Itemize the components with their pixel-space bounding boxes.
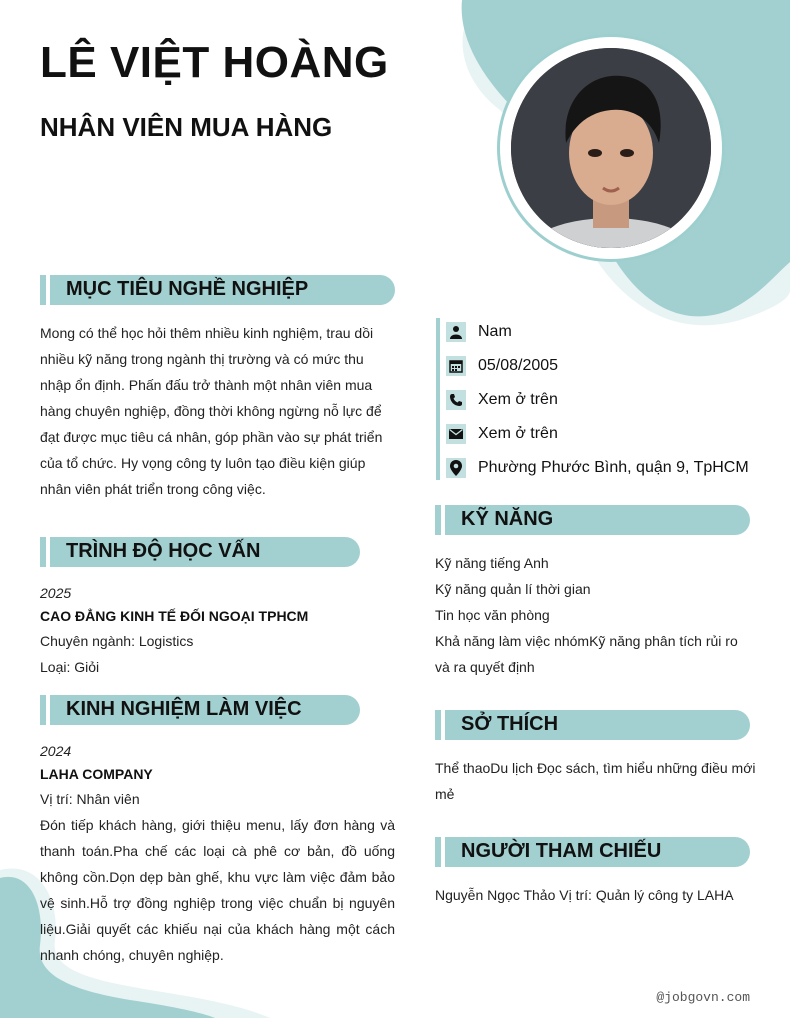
references-heading: NGƯỜI THAM CHIẾU (435, 837, 750, 867)
contact-phone: Xem ở trên (446, 387, 558, 413)
experience-heading: KINH NGHIỆM LÀM VIỆC (40, 695, 360, 725)
contact-address: Phường Phước Bình, quận 9, TpHCM (446, 455, 749, 481)
contact-gender: Nam (446, 319, 512, 345)
phone-icon (446, 390, 466, 410)
objective-heading: MỤC TIÊU NGHỀ NGHIỆP (40, 275, 395, 305)
profile-photo (511, 48, 711, 248)
contact-info (436, 318, 770, 480)
education-heading: TRÌNH ĐỘ HỌC VẤN (40, 537, 360, 567)
education-year: 2025 (40, 585, 72, 601)
experience-position: Vị trí: Nhân viên (40, 791, 140, 807)
skill-item: Kỹ năng quản lí thời gian (435, 581, 591, 597)
hobbies-heading: SỞ THÍCH (435, 710, 750, 740)
hobbies-text: mẻ (435, 786, 455, 802)
contact-email: Xem ở trên (446, 421, 558, 447)
calendar-icon (446, 356, 466, 376)
skill-item: Khả năng làm việc nhómKỹ năng phân tích rủi ro (435, 633, 738, 649)
person-icon (446, 322, 466, 342)
contact-dob: 05/08/2005 (446, 353, 558, 379)
experience-year: 2024 (40, 743, 72, 759)
education-school: CAO ĐẲNG KINH TẾ ĐỐI NGOẠI TPHCM (40, 608, 309, 624)
candidate-name: LÊ VIỆT HOÀNG (40, 38, 389, 87)
experience-description: Đón tiếp khách hàng, giới thiệu menu, lấy đơn hàng và thanh toán.Pha chế các loại cà phê cơ bản, đồ uống không cồn.Dọn dẹp bàn ghế, khu vực làm việc đảm bảo vệ sinh.Hỗ trợ đồng nghiệp trong việc chuẩn bị nguyên liệu.Giải quyết các khiếu nại của khách hàng một cách nhanh chóng, chuyên nghiệp. (40, 817, 395, 963)
education-grade: Loại: Giỏi (40, 659, 100, 675)
candidate-role: NHÂN VIÊN MUA HÀNG (40, 112, 333, 142)
education-major: Chuyên ngành: Logistics (40, 633, 194, 649)
hobbies-text: Thể thaoDu lịch Đọc sách, tìm hiểu những điều mới (435, 760, 756, 776)
skill-item: Tin học văn phòng (435, 607, 550, 623)
experience-company: LAHA COMPANY (40, 766, 153, 782)
mail-icon (446, 424, 466, 444)
skill-item: Kỹ năng tiếng Anh (435, 555, 549, 571)
references-text: Nguyễn Ngọc Thảo Vị trí: Quản lý công ty LAHA (435, 887, 734, 903)
skills-heading: KỸ NĂNG (435, 505, 750, 535)
skill-item: và ra quyết định (435, 659, 535, 675)
watermark: @jobgovn.com (656, 990, 750, 1005)
location-icon (446, 458, 466, 478)
objective-text: Mong có thể học hỏi thêm nhiều kinh nghiệm, trau dồi nhiều kỹ năng trong ngành thị trường và có mức thu nhập ổn định. Phấn đấu trở thành một nhân viên mua hàng chuyên nghiệp, đồng thời không ngừng nỗ lực để đạt được mục tiêu cá nhân, góp phần vào sự phát triển của tổ chức. Hy vọng công ty luôn tạo điều kiện giúp nhân viên phát triển trong công việc. (40, 325, 383, 497)
profile-photo-frame (500, 37, 722, 259)
